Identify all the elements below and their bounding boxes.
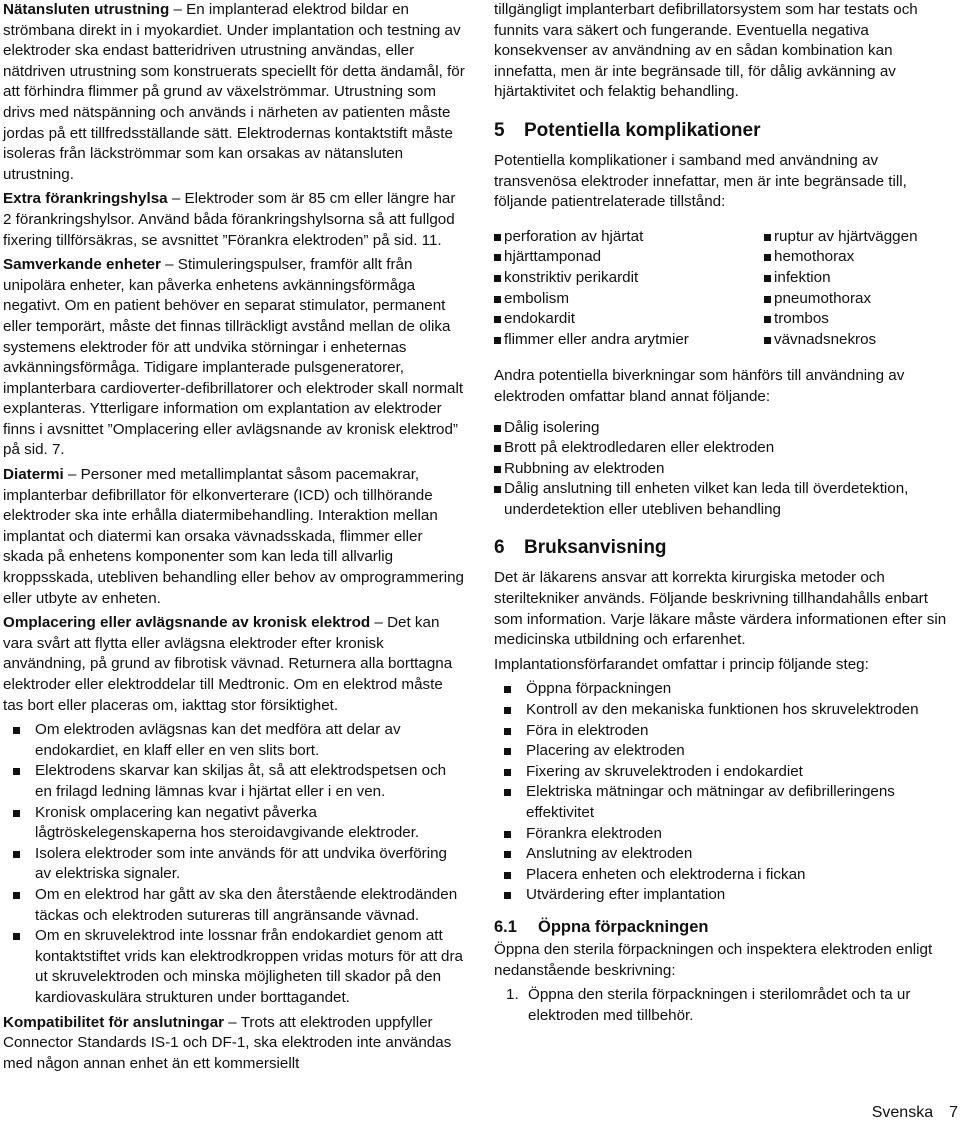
subsection-number: 6.1: [494, 917, 517, 936]
list-item: Placera enheten och elektroderna i fickan: [494, 865, 956, 886]
section-number: 5: [494, 119, 505, 141]
list-item: 1. Öppna den sterila förpackningen i sterilområdet och ta ur elektroden med tillbehör.: [506, 986, 911, 1024]
bullet-square-icon: [494, 296, 501, 303]
bullet-square-icon: [504, 831, 511, 838]
bullet-square-icon: [494, 275, 501, 282]
bullet-square-icon: [764, 337, 771, 344]
list-item: Placering av elektroden: [494, 741, 956, 762]
list-item: ruptur av hjärtväggen: [764, 227, 918, 248]
list-item: Dålig isolering: [494, 418, 956, 439]
bullet-square-icon: [494, 445, 501, 452]
paragraph-other-side-effects: Andra potentiella biverkningar som hänförs till användning av elektroden omfattar bland annat följande:: [494, 367, 905, 405]
section-number: 6: [494, 537, 505, 559]
list-item: Om elektroden avlägsnas kan det medföra att delar av endokardiet, en klaff eller en ven slits bort.: [3, 720, 465, 761]
complications-column-2: [764, 227, 918, 351]
paragraph-instructions-intro: Det är läkarens ansvar att korrekta kirurgiska metoder och steriltekniker används. Följande beskrivning tillhandahålls enbart som information. Varje läkare måste värdera informationen efter sin medicinska utbildning och erfarenhet.: [494, 569, 947, 649]
bullet-square-icon: [494, 425, 501, 432]
bullet-square-icon: [494, 254, 501, 261]
bullet-square-icon: [13, 933, 20, 940]
paragraph-concurrent-devices: Samverkande enheter – Stimuleringspulser, framför allt från unipolära enheter, kan påverka enhetens avkänningsförmåga negativt. Om en patient behöver en separat stimulator, permanent eller temporärt, måste det finnas tillräckligt avstånd mellan de olika systemens elektroder för att undvika störningar i enheternas avkänningsförmåga. Tidigare implanterade pulsgeneratorer, implanterbara cardioverter-defibrillatorer och elektroder skall normalt explanteras. Ytterligare information om explantation av elektroder finns i avsnittet ”Omplacering eller avlägsnande av kronisk elektrod” på sid. 7.: [3, 256, 464, 459]
list-item: Anslutning av elektroden: [494, 844, 956, 865]
list-item: Isolera elektroder som inte används för att undvika överföring av elektriska signaler.: [3, 844, 465, 885]
paragraph-complications-intro: Potentiella komplikationer i samband med användning av transvenösa elektroder innefattar, men är inte begränsade till, följande patientrelaterade tillstånd:: [494, 151, 907, 211]
paragraph-open-package: Öppna den sterila förpackningen och inspektera elektroden enligt nedanstående beskrivning:: [494, 940, 933, 979]
section-title: Bruksanvisning: [524, 537, 667, 559]
list-item: Fixering av skruvelektroden i endokardiet: [494, 762, 956, 783]
term-chronic-lead: Omplacering eller avlägsnande av kronisk elektrod: [3, 614, 371, 632]
term-extra-sleeve: Extra förankringshylsa: [3, 190, 168, 208]
list-item: infektion: [764, 268, 918, 289]
bullet-square-icon: [504, 872, 511, 879]
bullet-square-icon: [504, 707, 511, 714]
removal-bullet-list: [3, 720, 465, 1008]
paragraph-implant-procedure: Implantationsförfarandet omfattar i princip följande steg:: [494, 655, 869, 673]
page-footer: [872, 1104, 958, 1122]
list-item: Om en skruvelektrod inte lossnar från endokardiet genom att kontaktstiftet vrids kan elektrodkroppen vridas moturs för att dra ut skruvelektroden och minska möjligheten till skador på den kardiovaskulära strukturen under borttagandet.: [3, 926, 465, 1008]
list-item: Om en elektrod har gått av ska den återstående elektrodänden täckas och elektroden sutureras till angränsande vävnad.: [3, 885, 465, 926]
term-connector-compatibility: Kompatibilitet för anslutningar: [3, 1013, 225, 1031]
list-item: vävnadsnekros: [764, 330, 918, 351]
list-item: Kronisk omplacering kan negativt påverka lågtröskelegenskaperna hos steroidavgivande elektroder.: [3, 803, 465, 844]
side-effects-list: [494, 418, 956, 521]
bullet-square-icon: [13, 851, 20, 858]
subsection-title: Öppna förpackningen: [538, 917, 709, 936]
paragraph-extra-sleeve: Extra förankringshylsa – Elektroder som är 85 cm eller längre har 2 förankringshylsor. Använd båda förankringshylsorna så att fullgod fixering tillförsäkras, se avsnittet ”Förankra elektroden” på sid. 11.: [3, 190, 456, 249]
right-column: [494, 0, 956, 1026]
list-item: Förankra elektroden: [494, 824, 956, 845]
section-heading-complications: [494, 119, 956, 143]
bullet-square-icon: [764, 296, 771, 303]
term-mains-equipment: Nätansluten utrustning: [3, 1, 170, 18]
paragraph-mains-equipment: Nätansluten utrustning – En implanterad elektrod bildar en strömbana direkt in i myokardiet. Under implantation och testning av elektroder ska endast batteridriven utrustning användas, eller nätdriven utrustning som konstruerats speciellt för detta ändamål, för att förhindra flimmer på grund av växelströmmar. Utrustning som drivs med nätspänning och används i närheten av patienten måste jordas på ett tillfredsställande sätt. Elektrodernas kontaktstift måste isoleras från läckströmmar som kan orsakas av nätansluten utrustning.: [3, 1, 465, 183]
list-item: Kontroll av den mekaniska funktionen hos skruvelektroden: [494, 700, 956, 721]
paragraph-chronic-lead: Omplacering eller avlägsnande av kronisk elektrod – Det kan vara svårt att flytta eller avlägsna elektroder efter kronisk användning, på grund av fibrotisk vävnad. Returnera alla borttagna elektroder eller elektroddelar till Medtronic. Om en elektrod måste tas bort eller placeras om, iakttag stor försiktighet.: [3, 614, 453, 714]
bullet-square-icon: [504, 748, 511, 755]
step-number: 1.: [506, 986, 519, 1004]
list-item: embolism: [494, 289, 764, 310]
complications-list: [494, 227, 956, 355]
bullet-square-icon: [764, 275, 771, 282]
list-item: hjärttamponad: [494, 247, 764, 268]
bullet-square-icon: [494, 316, 501, 323]
list-item: Föra in elektroden: [494, 721, 956, 742]
list-item: pneumothorax: [764, 289, 918, 310]
list-item: flimmer eller andra arytmier: [494, 330, 764, 351]
term-concurrent-devices: Samverkande enheter: [3, 256, 161, 274]
bullet-square-icon: [494, 337, 501, 344]
page-number: 7: [949, 1104, 958, 1121]
bullet-square-icon: [494, 486, 501, 493]
bullet-square-icon: [504, 728, 511, 735]
footer-language: Svenska: [871, 1104, 934, 1121]
bullet-square-icon: [13, 892, 20, 899]
bullet-square-icon: [764, 254, 771, 261]
list-item: trombos: [764, 309, 918, 330]
bullet-square-icon: [494, 234, 501, 241]
bullet-square-icon: [764, 316, 771, 323]
list-item: Elektrodens skarvar kan skiljas åt, så att elektrodspetsen och en frilagd ledning lämnas kvar i hjärtat eller i en ven.: [3, 761, 465, 802]
bullet-square-icon: [504, 789, 511, 796]
list-item: Öppna förpackningen: [494, 679, 956, 700]
bullet-square-icon: [504, 892, 511, 899]
list-item: Elektriska mätningar och mätningar av defibrilleringens effektivitet: [494, 782, 956, 823]
paragraph-continued: tillgängligt implanterbart defibrillatorsystem som har testats och funnits vara säkert och fungerande. Eventuella negativa konsekvenser av användning av en sådan kombination kan innefatta, men är inte begränsade till, för dålig avkänning av hjärtaktivitet och felaktig behandling.: [494, 1, 918, 101]
paragraph-diathermy: Diatermi – Personer med metallimplantat såsom pacemakrar, implanterbar defibrillator för elkonverterare (ICD) och tillhörande elektroder ska inte erhålla diatermibehandling. Interaktion mellan implantat och diatermi kan orsaka vävnadsskada, flimmer eller skada på enhetens komponenter som kan leda till allvarlig kroppsskada, utebliven behandling eller behov av omprogrammering eller utbyte av enheten.: [3, 466, 464, 607]
bullet-square-icon: [764, 234, 771, 241]
bullet-square-icon: [494, 466, 501, 473]
section-heading-instructions: [494, 536, 956, 560]
bullet-square-icon: [13, 768, 20, 775]
bullet-square-icon: [504, 769, 511, 776]
complications-column-1: [494, 227, 764, 351]
procedure-steps-list: [494, 679, 956, 906]
term-diathermy: Diatermi: [3, 466, 64, 484]
open-package-steps: [494, 985, 956, 1026]
list-item: Brott på elektrodledaren eller elektroden: [494, 438, 956, 459]
list-item: Utvärdering efter implantation: [494, 885, 956, 906]
bullet-square-icon: [13, 810, 20, 817]
paragraph-connector-compatibility: Kompatibilitet för anslutningar – Trots att elektroden uppfyller Connector Standards IS-1 och DF-1, ska elektroden inte användas med någon annan enhet än ett kommersiellt: [3, 1013, 452, 1072]
bullet-square-icon: [504, 686, 511, 693]
bullet-square-icon: [504, 851, 511, 858]
list-item: hemothorax: [764, 247, 918, 268]
subsection-heading-open-package: [494, 916, 956, 938]
section-title: Potentiella komplikationer: [524, 119, 761, 141]
list-item: konstriktiv perikardit: [494, 268, 764, 289]
list-item: Rubbning av elektroden: [494, 459, 956, 480]
left-column: [3, 0, 465, 1078]
bullet-square-icon: [13, 727, 20, 734]
list-item: endokardit: [494, 309, 764, 330]
list-item: Dålig anslutning till enheten vilket kan leda till överdetektion, underdetektion eller utebliven behandling: [494, 479, 956, 520]
list-item: perforation av hjärtat: [494, 227, 764, 248]
